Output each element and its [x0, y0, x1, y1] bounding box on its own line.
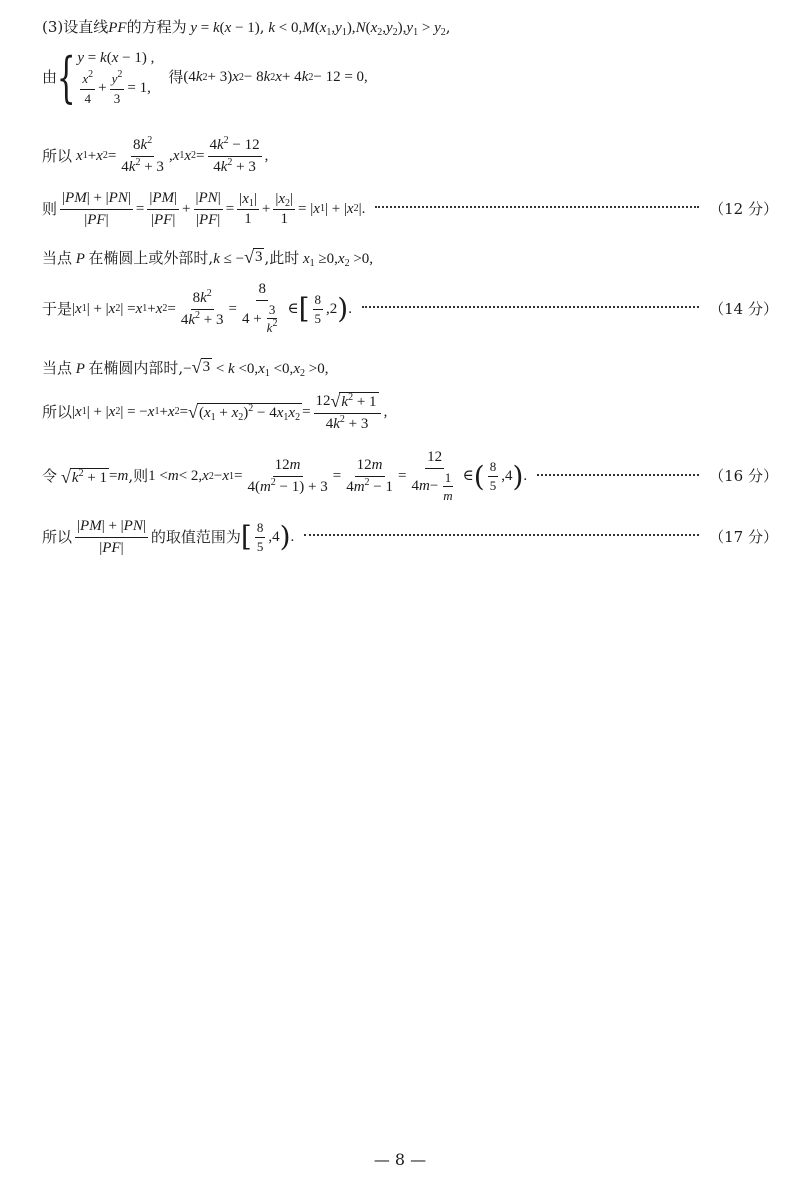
solution-line-8: 所以 | x 1 | + | x 2 | = − x 1 + x 2 = √ $(x_1 + x_2)^2 - 4x_1x_2$ = 12 √ $k^2 + 1$ $4k^2 + 3$ ,: [42, 391, 388, 432]
line10-text2: 的取值范围为: [150, 527, 241, 546]
score-16: （16 分）: [709, 467, 778, 486]
line5-text2: 在椭圆上或外部时,: [88, 249, 214, 267]
solution-line-4: 则 $\frac{|PM| + |PN|}{|PF|}$ = $\frac{|PM|}{|PF|}$ + $\frac{|PN|}{|PF|}$ = $\frac{|x_1|}{1}$ + $\frac{|x_2|}{1}$ = | x 1 | + | x 2 |. （12 分）: [42, 190, 778, 228]
line10-prefix: 所以: [42, 527, 73, 546]
line1-prefix: (3)设直线: [42, 18, 109, 36]
score-12: （12 分）: [709, 199, 778, 218]
line8-prefix: 所以: [42, 402, 73, 421]
score-17: （17 分）: [709, 527, 778, 546]
solution-line-10: 所以 $\frac{|PM| + |PN|}{|PF|}$ 的取值范围为 [ $\frac{8}{5}$ ,4 ) . （17 分）: [42, 518, 778, 556]
score-14: （14 分）: [709, 299, 778, 318]
line4-prefix: 则: [42, 199, 58, 218]
line1-end: ,: [445, 18, 451, 36]
line7-text2: 在椭圆内部时,: [88, 359, 184, 377]
line7-text1: 当点: [42, 359, 73, 377]
solution-line-5: 当点 P 在椭圆上或外部时,k ≤ − √ 3 ,此时 $x_1 \ge 0,x_2 >0$,: [42, 247, 374, 269]
line3-prefix: 所以: [42, 146, 73, 165]
line1-text2: 的方程为: [126, 18, 187, 36]
solution-line-6: 于是 | x 1 | + | x 2 | = x 1 + x 2 = $\frac{8k^2}{4k^2 + 3}$ = 8 4 + $\frac{3}{k^2}$ ∈ [ $\frac{8}{5}$ ,2 ) . （14 分）: [42, 281, 778, 336]
solution-line-9: 令 √ $k^2 + 1$ = m ,则 1 < m < 2, x 2 − x 1 = $\frac{12m}{4(m^2 - 1) + 3}$ = $\frac{12m}{4m^2 - 1}$ = 12 4 m − $\frac{1}{m}$ ∈ ( $\frac{8}{5}$ ,4 ) . （16 分）: [42, 449, 778, 504]
solution-line-1: (3)设直线PF的方程为 y = k(x − 1), $k < 0,M(x_1,y_1),N(x_2,y_2),y_1 > y_2$,: [42, 18, 451, 38]
leader-dots: [304, 534, 699, 536]
page-number: — 8 —: [373, 1150, 427, 1169]
solution-line-3: 所以 x 1 + x 2 = $\frac{8k^2}{4k^2 + 3}$ , x 1 x 2 = $\frac{4k^2 - 12}{4k^2 + 3}$ ,: [42, 135, 269, 175]
line9-prefix: 令: [42, 467, 58, 486]
leader-dots: [362, 306, 699, 308]
line9-text2: ,则: [128, 467, 149, 486]
line5-text3: ,此时: [264, 249, 300, 267]
solution-line-7: 当点 P 在椭圆内部时,− √ 3 < $k <0,x_1 <0,x_2 >0$,: [42, 357, 329, 379]
line5-text1: 当点: [42, 249, 73, 267]
line2-prefix: 由: [42, 68, 58, 87]
line6-prefix: 于是: [42, 299, 73, 318]
solution-line-2: 由 { y = k(x − 1) , $\frac{x^2}{4}$ + $\frac{y^2}{3}$ = 1, 得 (4 k 2 + 3) x 2 − 8 k 2 x + 4 k 2 − 12 = 0,: [42, 45, 368, 109]
leader-dots: [537, 474, 699, 476]
line1-comma: ,: [259, 18, 265, 36]
line2-result: 得: [168, 68, 184, 87]
leader-dots: [375, 206, 699, 208]
